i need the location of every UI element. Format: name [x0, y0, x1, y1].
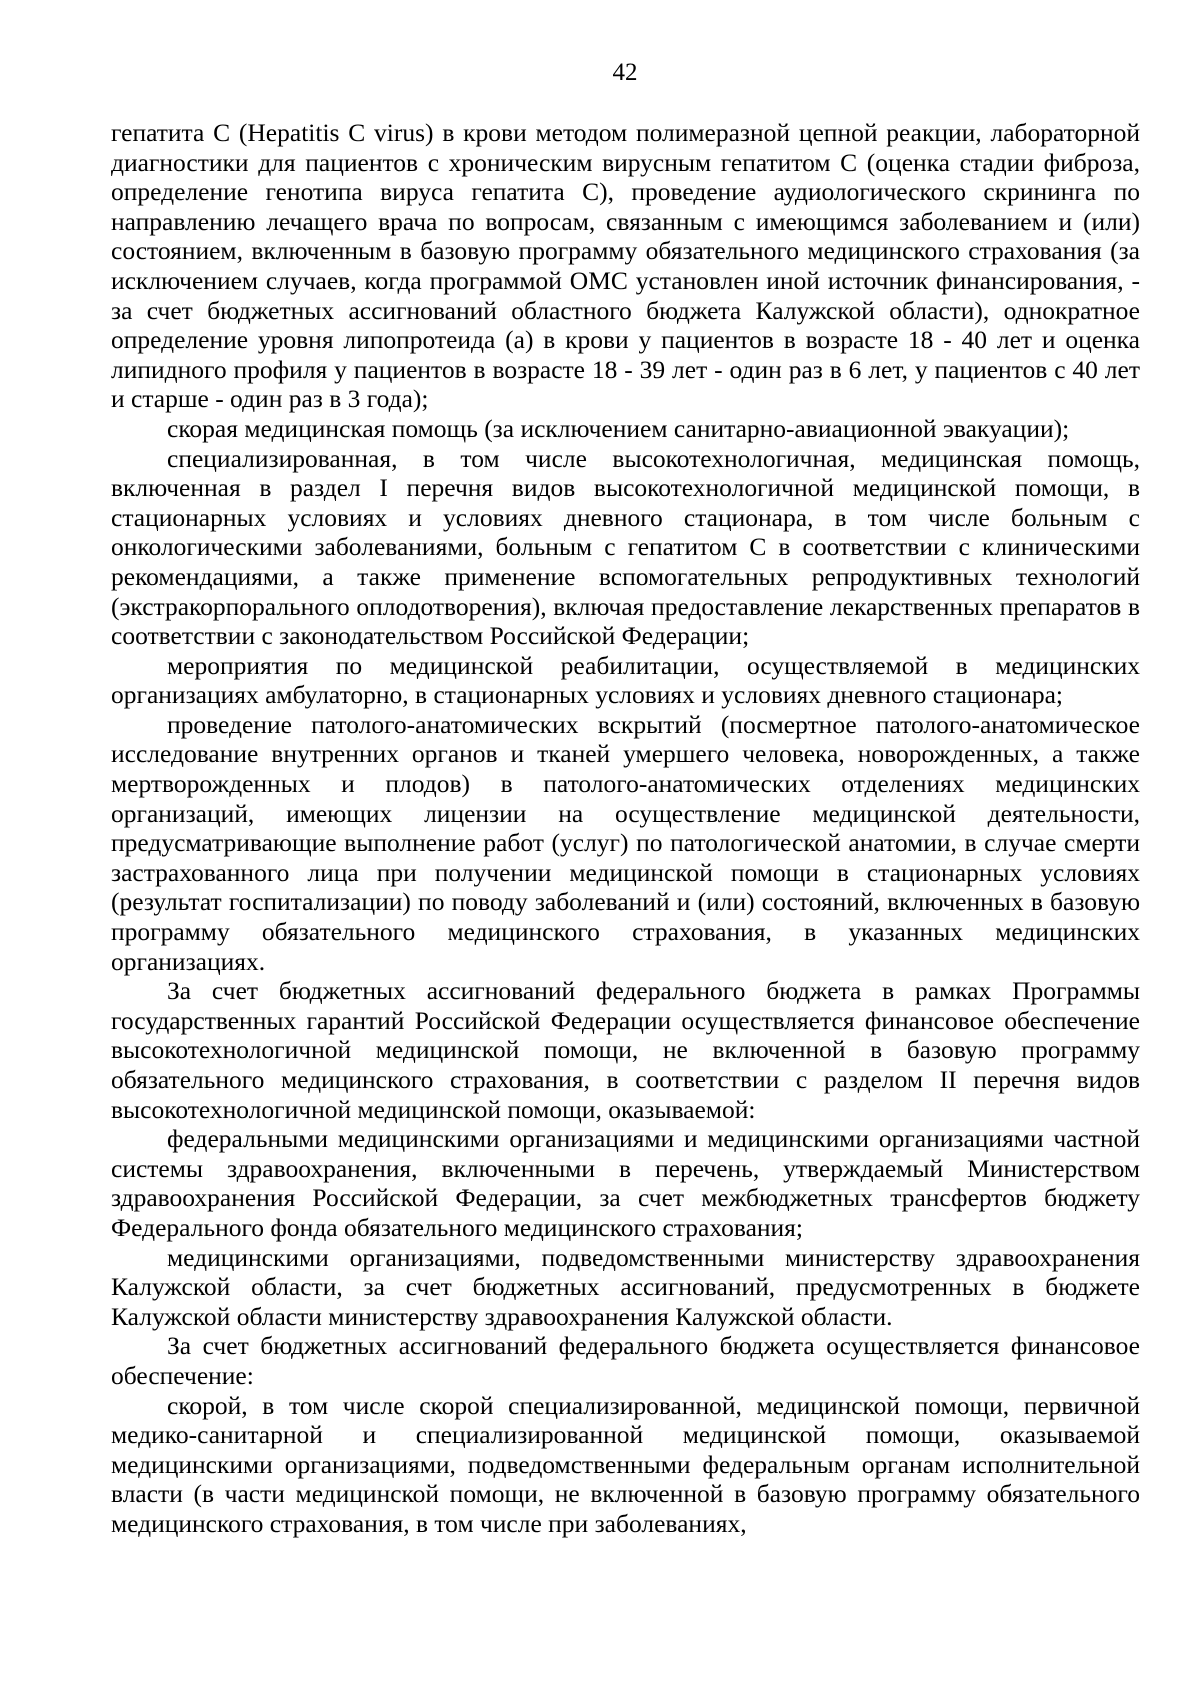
paragraph: скорой, в том числе скорой специализированной, медицинской помощи, первичной медико-санитарной и специализированной медицинской помощи, оказываемой медицинскими организациями, подведомственными федеральным органам исполнительной власти (в части медицинской помощи, не включенной в базовую программу обязательного медицинского страхования, в том числе при заболеваниях,	[111, 1390, 1140, 1538]
page-number: 42	[612, 59, 638, 86]
document-body	[111, 118, 1140, 1539]
paragraph: скорая медицинская помощь (за исключением санитарно-авиационной эвакуации);	[167, 413, 1070, 443]
paragraph: федеральными медицинскими организациями и медицинскими организациями частной системы здравоохранения, включенными в перечень, утверждаемый Министерством здравоохранения Российской Федерации, за счет межбюджетных трансфертов бюджету Федерального фонда обязательного медицинского страхования;	[111, 1124, 1140, 1242]
paragraph: За счет бюджетных ассигнований федерального бюджета осуществляется финансовое обеспечение:	[111, 1331, 1140, 1390]
paragraph: За счет бюджетных ассигнований федерального бюджета в рамках Программы государственных гарантий Российской Федерации осуществляется финансовое обеспечение высокотехнологичной медицинской помощи, не включенной в базовую программу обязательного медицинского страхования, в соответствии с разделом II перечня видов высокотехнологичной медицинской помощи, оказываемой:	[111, 976, 1140, 1124]
paragraph: гепатита С (Hepatitis C virus) в крови методом полимеразной цепной реакции, лабораторной диагностики для пациентов с хроническим вирусным гепатитом С (оценка стадии фиброза, определение генотипа вируса гепатита С), проведение аудиологического скрининга по направлению лечащего врача по вопросам, связанным с имеющимся заболеванием и (или) состоянием, включенным в базовую программу обязательного медицинского страхования (за исключением случаев, когда программой ОМС установлен иной источник финансирования, - за счет бюджетных ассигнований областного бюджета Калужской области), однократное определение уровня липопротеида (а) в крови у пациентов в возрасте 18 - 40 лет и оценка липидного профиля у пациентов в возрасте 18 - 39 лет - один раз в 6 лет, у пациентов с 40 лет и старше - один раз в 3 года);	[111, 118, 1140, 414]
paragraph: специализированная, в том числе высокотехнологичная, медицинская помощь, включенная в раздел I перечня видов высокотехнологичной медицинской помощи, в стационарных условиях и условиях дневного стационара, в том числе больным с онкологическими заболеваниями, больным с гепатитом С в соответствии с клиническими рекомендациями, а также применение вспомогательных репродуктивных технологий (экстракорпорального оплодотворения), включая предоставление лекарственных препаратов в соответствии с законодательством Российской Федерации;	[111, 443, 1140, 651]
paragraph: медицинскими организациями, подведомственными министерству здравоохранения Калужской области, за счет бюджетных ассигнований, предусмотренных в бюджете Калужской области министерству здравоохранения Калужской области.	[111, 1242, 1140, 1331]
paragraph: мероприятия по медицинской реабилитации, осуществляемой в медицинских организациях амбулаторно, в стационарных условиях и условиях дневного стационара;	[111, 650, 1140, 710]
paragraph: проведение патолого-анатомических вскрытий (посмертное патолого-анатомическое исследование внутренних органов и тканей умершего человека, новорожденных, а также мертворожденных и плодов) в патолого-анатомических отделениях медицинских организаций, имеющих лицензии на осуществление медицинской деятельности, предусматривающие выполнение работ (услуг) по патологической анатомии, в случае смерти застрахованного лица при получении медицинской помощи в стационарных условиях (результат госпитализации) по поводу заболеваний и (или) состояний, включенных в базовую программу обязательного медицинского страхования, в указанных медицинских организациях.	[111, 709, 1140, 976]
